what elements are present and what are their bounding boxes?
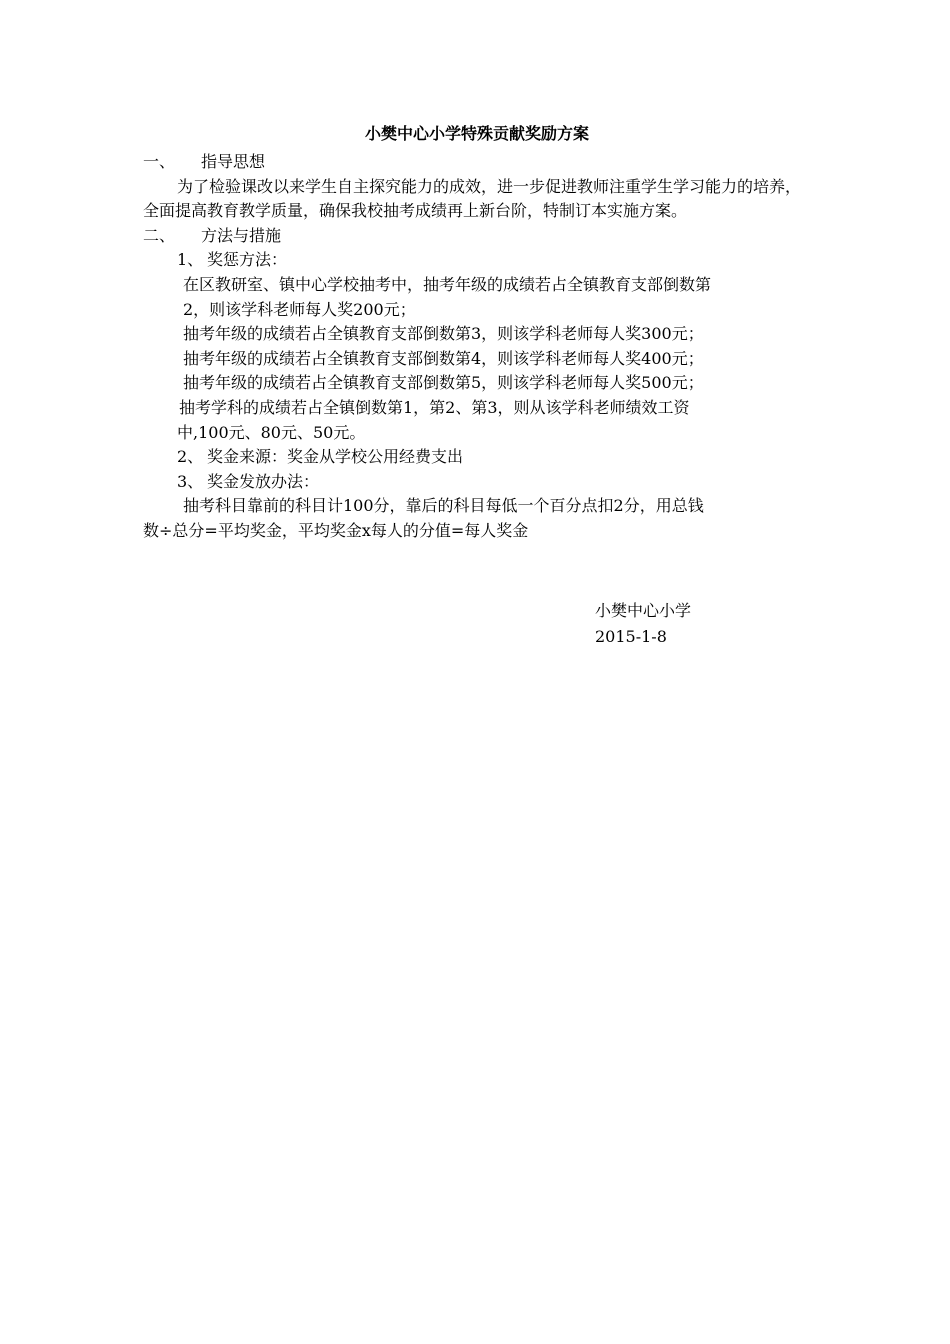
section-title: 指导思想: [201, 152, 266, 171]
section-title: 方法与措施: [201, 225, 282, 245]
rule-line: 抽考年级的成绩若占全镇教育支部倒数第4，则该学科老师每人奖400元；: [183, 348, 704, 368]
subsection-number: 2、: [177, 447, 204, 467]
subsection-heading-1: [143, 248, 811, 273]
section-number: 二、: [143, 225, 176, 245]
rule-line: 抽考学科的成绩若占全镇倒数第1，第2、第3，则从该学科老师绩效工资: [179, 397, 690, 417]
document-title: 小樊中心小学特殊贡献奖励方案: [364, 124, 589, 143]
section-heading-1: [143, 150, 811, 175]
rule-line: 数÷总分=平均奖金，平均奖金x每人的分值=每人奖金: [143, 520, 529, 540]
subsection-number: 3、: [177, 471, 204, 491]
rule-line: 中,100元、80元、50元。: [177, 422, 366, 442]
rule-line: 抽考年级的成绩若占全镇教育支部倒数第3，则该学科老师每人奖300元；: [183, 324, 704, 344]
rule-line: 抽考科目靠前的科目计100分，靠后的科目每低一个百分点扣2分，用总钱: [183, 496, 704, 516]
signature-block: [595, 598, 691, 650]
rule-line: 在区教研室、镇中心学校抽考中，抽考年级的成绩若占全镇教育支部倒数第: [183, 274, 712, 294]
document-body: [143, 122, 811, 544]
section-heading-2: [143, 224, 811, 249]
subsection-title: 奖惩方法：: [207, 250, 288, 270]
subsection-title: 奖金发放办法：: [207, 471, 320, 491]
subsection-number: 1、: [177, 250, 204, 270]
rule-line: 抽考年级的成绩若占全镇教育支部倒数第5，则该学科老师每人奖500元；: [183, 373, 704, 393]
section-paragraph: 为了检验课改以来学生自主探究能力的成效，进一步促进教师注重学生学习能力的培养，全面提高教育教学质量，确保我校抽考成绩再上新台阶，特制订本实施方案。: [143, 176, 802, 221]
section-number: 一、: [143, 152, 176, 171]
signature-date: 2015-1-8: [595, 627, 667, 646]
subsection-heading-2: [143, 445, 811, 470]
signature-org: 小樊中心小学: [595, 601, 692, 620]
rule-line: 2，则该学科老师每人奖200元；: [183, 299, 416, 319]
subsection-title: 奖金来源：奖金从学校公用经费支出: [207, 447, 464, 467]
subsection-heading-3: [143, 470, 811, 495]
